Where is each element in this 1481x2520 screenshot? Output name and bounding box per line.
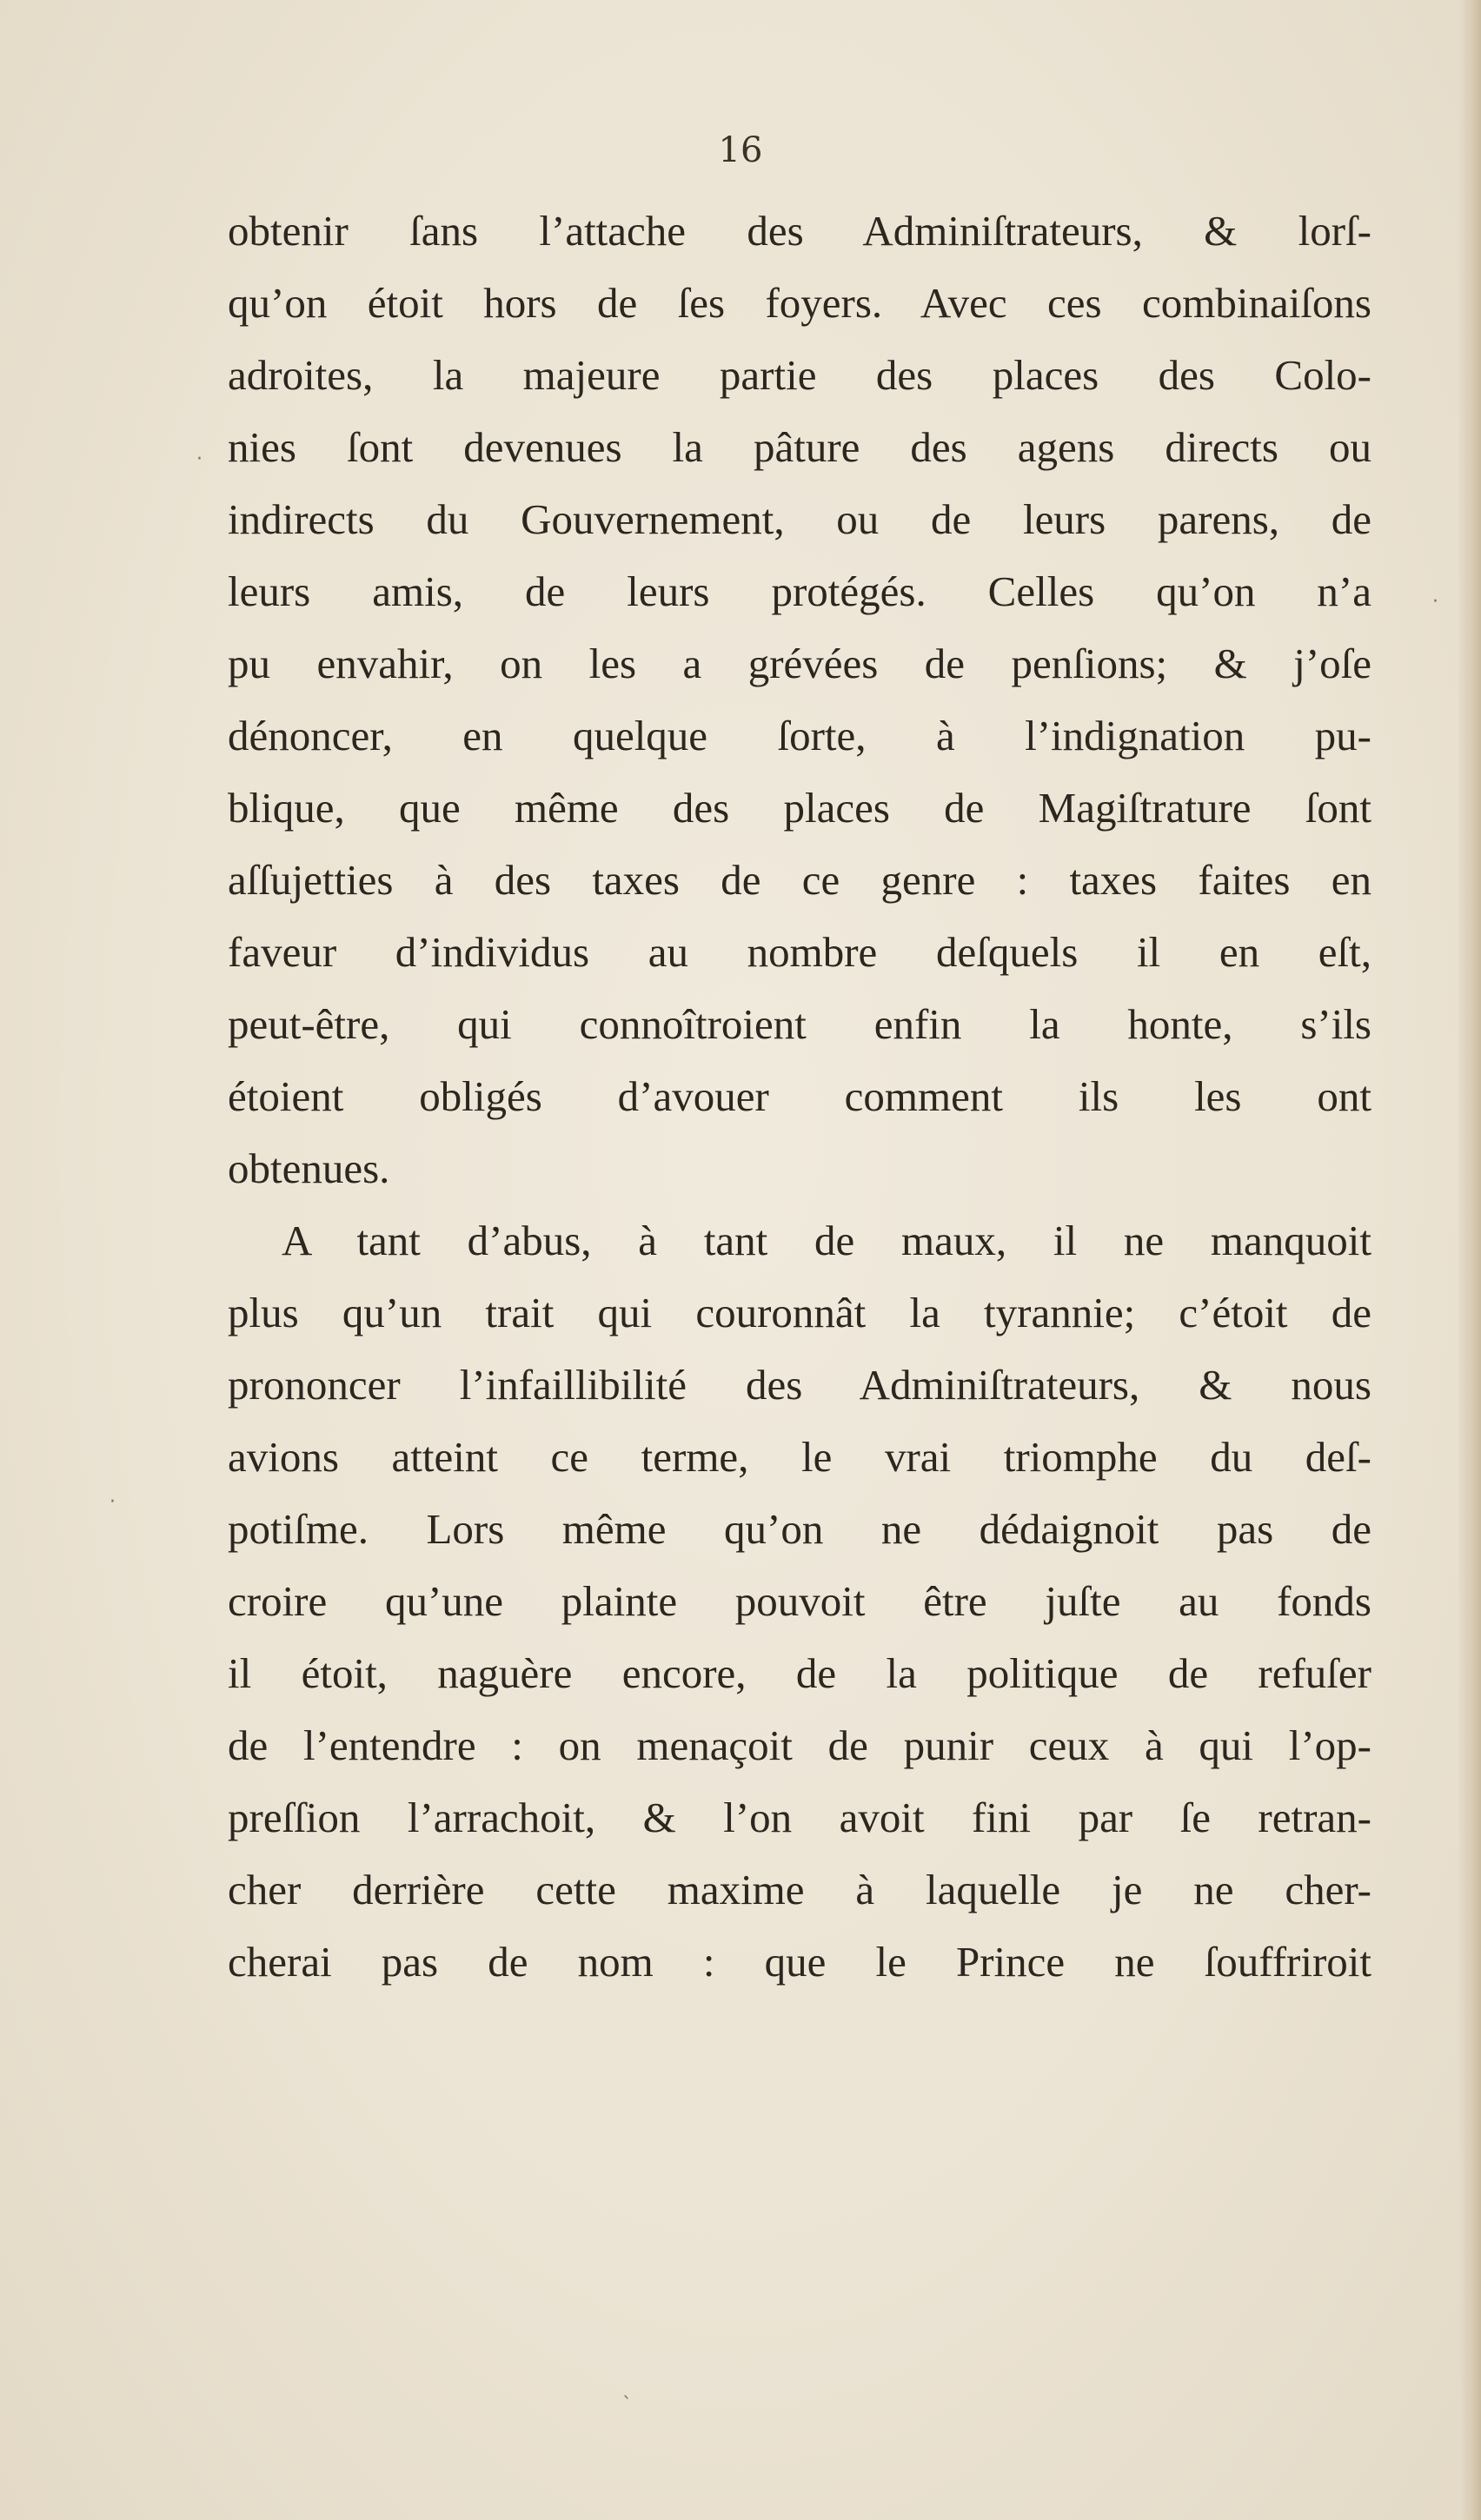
paragraph-start-line: A tant d’abus, à tant de maux, il ne manquoit [282,1217,1371,1264]
body-text [228,195,1371,1998]
paragraph-end-line: obtenues. [228,1144,390,1192]
text-line: potiſme. Lors même qu’on ne dédaignoit pas de [228,1505,1371,1553]
text-line: qu’on étoit hors de ſes foyers. Avec ces combinaiſons [228,279,1371,327]
text-line: leurs amis, de leurs protégés. Celles qu’on n’a [228,567,1371,615]
text-line: pu envahir, on les a grévées de penſions; & j’oſe [228,640,1371,687]
text-line: peut-être, qui connoîtroient enfin la honte, s’ils [228,1000,1371,1048]
text-line: plus qu’un trait qui couronnât la tyrannie; c’étoit de [228,1289,1371,1336]
text-line: dénoncer, en quelque ſorte, à l’indignation pu- [228,712,1371,759]
text-line: blique, que même des places de Magiſtrature ſont [228,784,1371,832]
text-line: indirects du Gouvernement, ou de leurs parens, de [228,495,1371,543]
text-line: il étoit, naguère encore, de la politique de refuſer [228,1649,1371,1697]
paper-speck: · [196,448,203,470]
paper-speck: · [1432,591,1438,613]
paper-speck: ˎ [622,2377,632,2399]
text-line: faveur d’individus au nombre deſquels il en eſt, [228,928,1371,976]
text-line: aſſujetties à des taxes de ce genre : taxes faites en [228,856,1371,904]
text-line: prononcer l’infaillibilité des Adminiſtrateurs, & nous [228,1361,1371,1409]
text-line: étoient obligés d’avouer comment ils les ont [228,1072,1371,1120]
page-edge [1458,0,1481,2520]
text-line: avions atteint ce terme, le vrai triomphe du deſ- [228,1433,1371,1481]
text-line: nies ſont devenues la pâture des agens directs ou [228,423,1371,471]
text-line: cher derrière cette maxime à laquelle je ne cher- [228,1866,1371,1913]
text-line: croire qu’une plainte pouvoit être juſte au fonds [228,1577,1371,1625]
paper-speck: · [110,1491,116,1513]
text-line: de l’entendre : on menaçoit de punir ceux à qui l’op- [228,1721,1371,1769]
text-line: cherai pas de nom : que le Prince ne ſouffriroit [228,1938,1371,1986]
text-line: adroites, la majeure partie des places des Colo- [228,351,1371,399]
page-number: 16 [718,130,763,170]
text-line: preſſion l’arrachoit, & l’on avoit fini par ſe retran- [228,1794,1371,1841]
text-line: obtenir ſans l’attache des Adminiſtrateurs, & lorſ- [228,207,1371,255]
